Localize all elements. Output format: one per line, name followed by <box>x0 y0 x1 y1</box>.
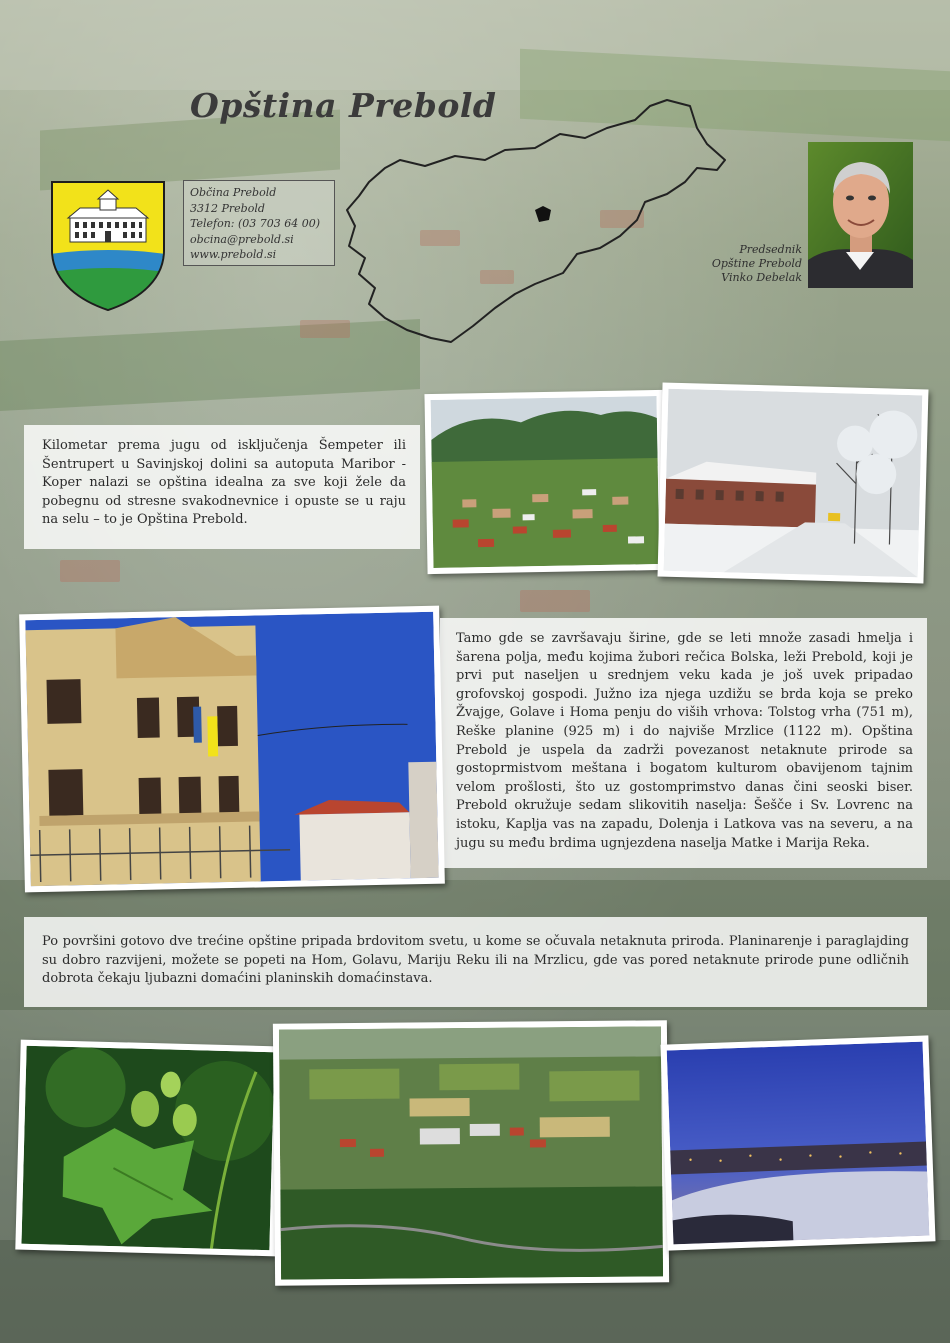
photo-aerial-valley <box>273 1020 669 1285</box>
intro-text-box <box>24 425 420 549</box>
contact-phone: Telefon: (03 703 64 00) <box>190 217 321 230</box>
mayor-caption <box>690 243 802 285</box>
background-roof <box>520 590 590 612</box>
photo-night-panorama <box>660 1035 935 1250</box>
background-roof <box>300 320 350 338</box>
photo-aerial-village <box>424 390 665 574</box>
contact-name: Občina Prebold <box>190 186 277 199</box>
bottom-paragraph: Po površini gotovo dve trećine opštine pripada brdovitom svetu, u kome se očuvala netaknuta priroda. Planinarenje i paraglajding su dobro razvijeni, možete se popeti na Hom, Golavu, Mariju Reku ili na Mrzlicu, gde vas pored netaknute prirode pune odličnih dobrota čekaju ljubazni domaćini planinskih domaćinstava. <box>42 934 909 987</box>
mayor-name: Vinko Debelak <box>721 271 802 284</box>
mayor-role: Predsednik <box>739 243 802 256</box>
slovenia-map-outline <box>345 98 730 348</box>
mayor-office: Opštine Prebold <box>711 257 802 270</box>
contact-email[interactable]: obcina@prebold.si <box>190 232 294 246</box>
mayor-portrait <box>808 142 913 288</box>
photo-winter-street <box>658 383 929 584</box>
background-roof <box>60 560 120 582</box>
photo-town-hall <box>19 606 445 893</box>
bottom-text-box <box>24 917 927 1007</box>
page-title: Opština Prebold <box>190 86 497 125</box>
main-paragraph: Tamo gde se završavaju širine, gde se leti množe zasadi hmelja i šarena polja, među kojima žubori rečica Bolska, leži Prebold, koji je prvi put naseljen u srednjem veku kada je još uvek pripadao grofovskoj gospodi. Južno iza njega uzdižu se brda koja se preko Žvajge, Golave i Homa penju do viših vrhova: Tolstog vrha (751 m), Reške planine (925 m) i do najviše Mrzlice (1122 m). Opština Prebold je uspela da zadrži povezanost netaknute prirode sa gostoprmistvom meštana i bogatom kulturom obavijenom tajnim velom prošlosti, što uz gostomprimstvo danas čini seoski biser. Prebold okružuje sedam slikovitih naselja: Šešče i Sv. Lovrenc na istoku, Kaplja vas na zapadu, Dolenja i Latkova vas na severu, a na jugu su među brdima ugnjezdena naselja Matke i Marija Reka. <box>456 631 913 851</box>
contact-box <box>183 180 335 266</box>
coat-of-arms-icon <box>50 180 166 312</box>
photo-hops <box>15 1040 280 1257</box>
contact-postcode: 3312 Prebold <box>190 201 265 215</box>
intro-paragraph: Kilometar prema jugu od isključenja Šempeter ili Šentrupert u Savinjskoj dolini sa autoputa Maribor - Koper nalazi se opština idealna za sve koji žele da pobegnu od stresne svakodnevnice i opuste se u raju na selu – to je Opština Prebold. <box>42 438 406 528</box>
contact-website[interactable]: www.prebold.si <box>190 248 277 261</box>
main-text-box <box>440 618 927 868</box>
